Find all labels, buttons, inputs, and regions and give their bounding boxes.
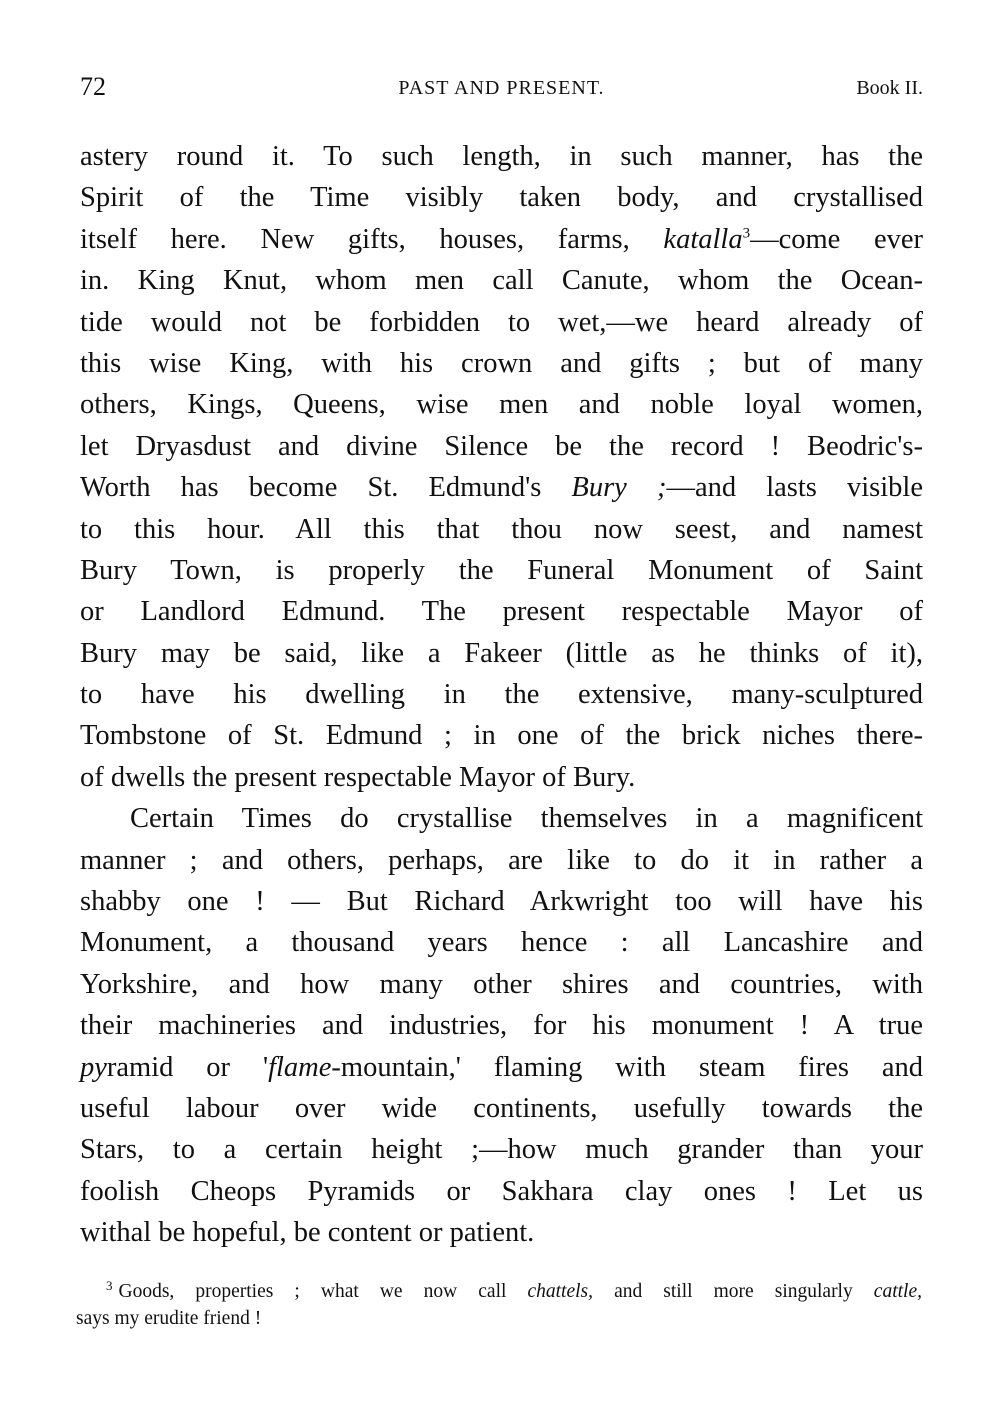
text-line-part: —come ever xyxy=(750,223,923,255)
text-line: Yorkshire, and how many other shires and countries, with xyxy=(80,968,923,1000)
text-line: Certain Times do crystallise themselves in a magnificent xyxy=(130,803,923,835)
text-line: in. King Knut, whom men call Canute, whom the Ocean- xyxy=(80,265,923,297)
running-head xyxy=(80,72,923,108)
text-line-part: ramid or ' xyxy=(106,1051,269,1083)
italic-word: chattels, xyxy=(527,1281,594,1302)
text-line: shabby one ! — But Richard Arkwright too will have his xyxy=(80,886,923,918)
paragraph-2 xyxy=(80,798,923,1253)
italic-word: flame xyxy=(268,1051,332,1083)
text-line: Bury Town, is properly the Funeral Monument of Saint xyxy=(80,554,923,586)
text-line: to this hour. All this that thou now seest, and namest xyxy=(80,513,923,545)
italic-word: cattle, xyxy=(873,1281,922,1302)
body-text xyxy=(80,136,923,1254)
text-line: others, Kings, Queens, wise men and noble loyal women, xyxy=(80,389,923,421)
text-line: Spirit of the Time visibly taken body, and crystallised xyxy=(80,182,923,214)
text-line-part: itself here. New gifts, houses, farms, xyxy=(80,223,664,255)
text-line: Bury may be said, like a Fakeer (little as he thinks of it), xyxy=(80,637,923,669)
italic-word: py xyxy=(80,1051,107,1083)
footnote-ref: 3 xyxy=(742,225,751,242)
text-line: of dwells the present respectable Mayor of Bury. xyxy=(80,761,636,793)
text-line-part: —and lasts visible xyxy=(666,472,923,504)
text-line: to have his dwelling in the extensive, many-sculptured xyxy=(80,679,923,711)
text-line: Monument, a thousand years hence : all Lancashire and xyxy=(80,927,923,959)
text-line xyxy=(80,219,923,260)
page-number: 72 xyxy=(80,72,106,101)
text-line: this wise King, with his crown and gifts ; but of many xyxy=(80,347,923,379)
text-line: astery round it. To such length, in such manner, has the xyxy=(80,141,923,172)
text-line-part: Goods, properties ; what we now call xyxy=(118,1281,528,1302)
footnote-line xyxy=(76,1278,922,1305)
text-line: foolish Cheops Pyramids or Sakhara clay ones ! Let us xyxy=(80,1175,923,1207)
text-line-part: and still more singularly xyxy=(593,1281,874,1302)
text-line: useful labour over wide continents, usefully towards the xyxy=(80,1092,923,1124)
text-line: or Landlord Edmund. The present respectable Mayor of xyxy=(80,596,923,628)
text-line: Tombstone of St. Edmund ; in one of the brick niches there- xyxy=(80,720,923,752)
text-line-part: Worth has become St. Edmund's xyxy=(80,472,572,504)
text-line xyxy=(80,467,923,508)
footnote-line: says my erudite friend ! xyxy=(76,1308,262,1329)
text-line: Stars, to a certain height ;—how much grander than your xyxy=(80,1134,923,1166)
paragraph-1 xyxy=(80,136,923,798)
running-title: PAST AND PRESENT. xyxy=(398,77,605,99)
text-line xyxy=(80,1047,923,1088)
footnote-marker: 3 xyxy=(106,1277,113,1293)
footnote xyxy=(76,1278,922,1332)
text-line: let Dryasdust and divine Silence be the record ! Beodric's- xyxy=(80,430,923,462)
text-line: withal be hopeful, be content or patient. xyxy=(80,1217,535,1249)
text-line: manner ; and others, perhaps, are like to do it in rather a xyxy=(80,844,923,876)
text-line: their machineries and industries, for his monument ! A true xyxy=(80,1010,923,1042)
text-line: tide would not be forbidden to wet,—we heard already of xyxy=(80,306,923,338)
italic-word: Bury ; xyxy=(571,472,667,504)
italic-word: katalla xyxy=(663,223,743,255)
text-line-part: -mountain,' flaming with steam fires and xyxy=(331,1051,923,1083)
book-label: Book II. xyxy=(856,77,923,99)
